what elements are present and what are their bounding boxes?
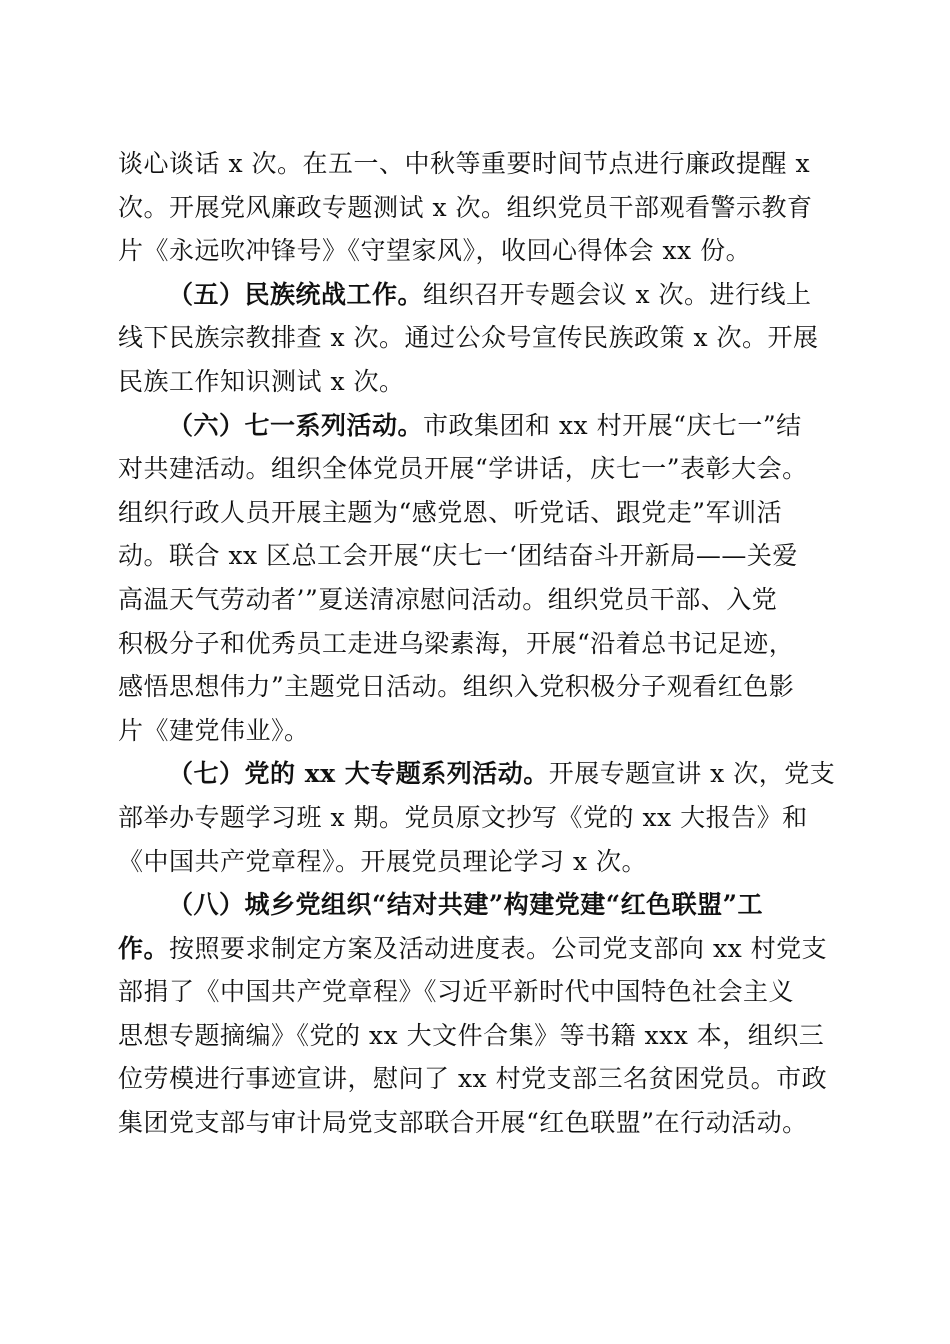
line-text: 按照要求制定方案及活动进度表。公司党支部向 xx 村党支	[169, 933, 828, 963]
text-line	[118, 752, 838, 796]
text-line	[118, 360, 838, 404]
line-text: 次。开展党风廉政专题测试 x 次。组织党员干部观看警示教育	[118, 192, 813, 222]
line-text: 开展专题宣讲 x 次，党支	[548, 759, 836, 789]
section-heading: （六）七一系列活动。	[168, 410, 424, 440]
line-text: 高温天气劳动者’”夏送清凉慰问活动。组织党员干部、入党	[118, 584, 778, 614]
text-line	[118, 622, 838, 666]
line-text: 片《建党伟业》。	[118, 715, 310, 745]
line-text: 组织召开专题会议 x 次。进行线上	[423, 279, 812, 309]
section-heading: （八）城乡党组织“结对共建”构建党建“红色联盟”工	[168, 890, 764, 920]
text-line	[118, 709, 838, 753]
text-line	[118, 316, 838, 360]
text-line	[118, 404, 838, 448]
section-heading: （七）党的 xx 大专题系列活动。	[168, 759, 549, 789]
text-line	[118, 1057, 838, 1101]
text-line	[118, 840, 838, 884]
line-text: 积极分子和优秀员工走进乌梁素海，开展“沿着总书记足迹，	[118, 628, 795, 658]
text-line	[118, 970, 838, 1014]
line-text: 感悟思想伟力”主题党日活动。组织入党积极分子观看红色影	[118, 672, 795, 702]
text-line	[118, 534, 838, 578]
line-text: 组织行政人员开展主题为“感党恩、听党话、跟党走”军训活	[118, 497, 783, 527]
text-line	[118, 229, 838, 273]
line-text: 谈心谈话 x 次。在五一、中秋等重要时间节点进行廉政提醒 x	[118, 149, 811, 178]
text-line	[118, 578, 838, 622]
text-line	[118, 447, 838, 491]
section-heading: 作。	[118, 933, 170, 963]
line-text: 市政集团和 xx 村开展“庆七一”结	[423, 410, 802, 440]
line-text: 思想专题摘编》《党的 xx 大文件合集》等书籍 xxx 本，组织三	[118, 1020, 825, 1050]
line-text: 民族工作知识测试 x 次。	[118, 366, 405, 396]
line-text: 动。联合 xx 区总工会开展“庆七一‘团结奋斗开新局——关爱	[118, 541, 798, 571]
text-line	[118, 796, 838, 840]
document-body	[118, 142, 838, 1145]
line-text: 对共建活动。组织全体党员开展“学讲话，庆七一”表彰大会。	[118, 454, 808, 484]
line-text: 集团党支部与审计局党支部联合开展“红色联盟”在行动活动。	[118, 1108, 808, 1138]
text-line	[118, 186, 838, 230]
text-line	[118, 883, 838, 927]
line-text: 线下民族宗教排查 x 次。通过公众号宣传民族政策 x 次。开展	[118, 323, 819, 353]
text-line	[118, 491, 838, 535]
text-line	[118, 273, 838, 317]
line-text: 位劳模进行事迹宣讲，慰问了 xx 村党支部三名贫困党员。市政	[118, 1064, 828, 1094]
text-line	[118, 1014, 838, 1058]
text-line	[118, 142, 838, 186]
line-text: 部捐了《中国共产党章程》《习近平新时代中国特色社会主义	[118, 977, 795, 1007]
line-text: 《中国共产党章程》。开展党员理论学习 x 次。	[118, 846, 647, 876]
section-heading: （五）民族统战工作。	[168, 279, 424, 309]
text-line	[118, 1101, 838, 1145]
line-text: 片《永远吹冲锋号》《守望家风》，收回心得体会 xx 份。	[118, 236, 752, 266]
text-line	[118, 665, 838, 709]
line-text: 部举办专题学习班 x 期。党员原文抄写《党的 xx 大报告》和	[118, 802, 808, 832]
text-line	[118, 927, 838, 971]
